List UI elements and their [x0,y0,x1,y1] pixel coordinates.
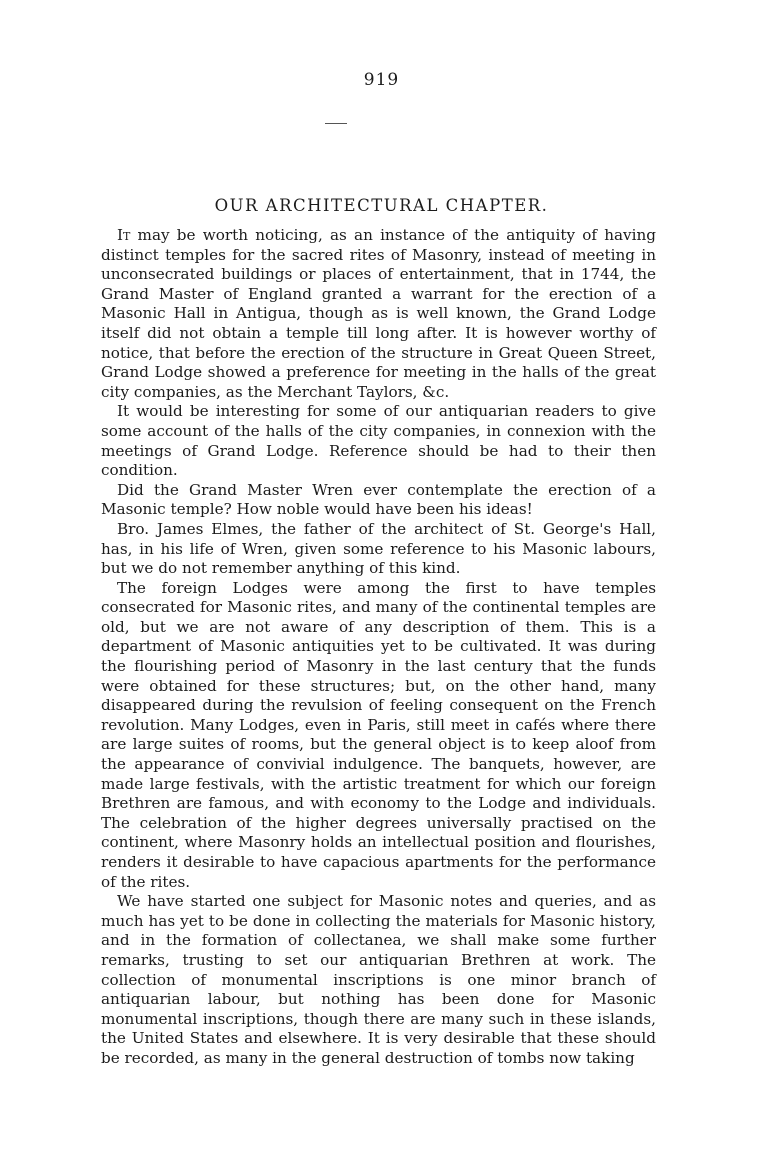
paragraph [101,520,656,579]
chapter-title: OUR ARCHITECTURAL CHAPTER. [214,196,549,215]
paragraph-text: Bro. James Elmes, the father of the architect of St. George's Hall, has, in his life of Wren, given some reference to his Masonic labours, but we do not remember anything of this kind. [101,519,656,578]
paragraph [101,579,656,893]
paragraph [101,402,656,480]
article-body [101,226,656,1069]
paragraph [101,892,656,1068]
paragraph-text: Did the Grand Master Wren ever contemplate the erection of a Masonic temple? How noble would have been his ideas! [101,480,656,519]
paragraph-text: may be worth noticing, as an instance of the antiquity of having distinct temples for the sacred rites of Masonry, instead of meeting in unconsecrated buildings or places of entertainment, that in 1744, the Grand Master of England granted a warrant for the erection of a Masonic Hall in Antigua, though as is well known, the Grand Lodge itself did not obtain a temple till long after. It is however worthy of notice, that before the erection of the structure in Great Queen Street, Grand Lodge showed a preference for meeting in the halls of the great city companies, as the Merchant Taylors, &c. [101,226,656,401]
paragraph-text: The foreign Lodges were among the first to have temples consecrated for Masonic rites, and many of the continental temples are old, but we are not aware of any description of them. This is a department of Masonic antiquities yet to be cultivated. It was during the flourishing period of Masonry in the last century that the funds were obtained for these structures; but, on the other hand, many disappeared during the revulsion of feeling consequent on the French revolution. Many Lodges, even in Paris, still meet in cafés where there are large suites of rooms, but the general object is to keep aloof from the appearance of convivial indulgence. The banquets, however, are made large festivals, with the artistic treatment for which our foreign Brethren are famous, and with economy to the Lodge and individuals. The celebration of the higher degrees universally practised on the continent, where Masonry holds an intellectual position and flourishes, renders it desirable to have capacious apartments for the performance of the rites. [101,578,656,891]
paragraph-text: We have started one subject for Masonic notes and queries, and as much has yet to be done in collecting the materials for Masonic history, and in the formation of collectanea, we shall make some further remarks, trusting to set our antiquarian Brethren at work. The collection of monumental inscriptions is one minor branch of antiquarian labour, but nothing has been done for Masonic monumental inscriptions, though there are many such in these islands, the United States and elsewhere. It is very desirable that these should be recorded, as many in the general destruction of tombs now taking [101,892,656,1067]
header-rule [325,123,347,124]
paragraph [101,226,656,402]
paragraph-text: It would be interesting for some of our antiquarian readers to give some account of the halls of the city companies, in connexion with the meetings of Grand Lodge. Reference should be had to their then condition. [101,402,656,480]
paragraph [101,481,656,520]
page-number: 919 [363,70,400,90]
paragraph-lead: It [117,226,131,244]
